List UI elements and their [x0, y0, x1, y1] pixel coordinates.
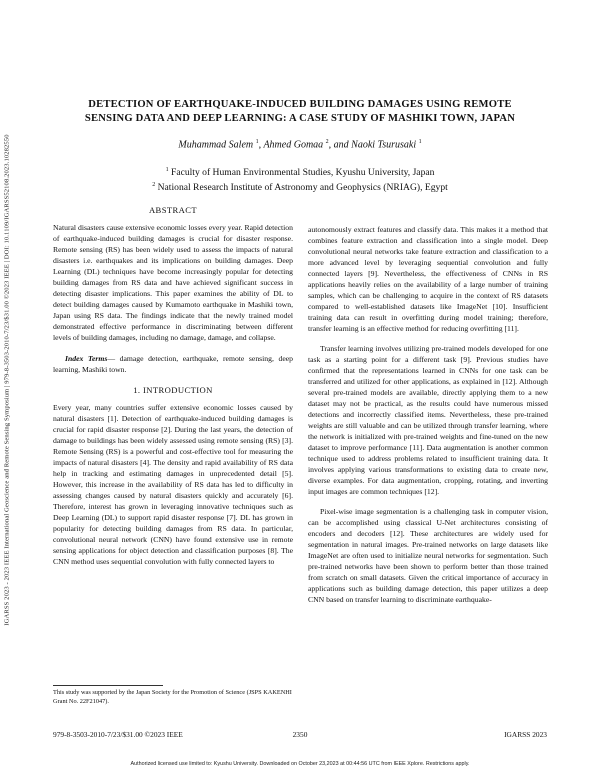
- index-terms: [53, 353, 293, 375]
- index-terms-text: — damage detection, earthquake, remote sensing, deep learning, Mashiki town.: [53, 354, 294, 374]
- author-separator: , and: [328, 139, 352, 151]
- download-notice: Authorized licensed use limited to: Kyushu University. Downloaded on October 23,2023 at 00:44:56 UTC from IEEE Xplore. Restrictions apply.: [130, 761, 470, 767]
- author-separator: ,: [258, 139, 264, 151]
- footnote: This study was supported by the Japan Society for the Promotion of Science (JSPS KAKENHI Grant No. 22F21047).: [53, 689, 292, 705]
- abstract-text: Natural disasters cause extensive economic losses every year. Rapid detection of earthquake-induced building damages is crucial for disaster response. Remote sensing (RS) has been widely used to assess the impacts of natural disasters i.e. earthquakes and its implications on building damages. Deep Learning (DL) techniques have become increasingly popular for detecting building damages from RS data and have achieved significant success in detecting disaster implications. This paper examines the ability of DL to detect building damages caused by Kumamoto earthquake in Mashiki town, Japan using RS data. The findings indicate that the newly trained model demonstrated effective performance in discriminating between different levels of building damages, including no damage, damage, and collapse.: [53, 223, 293, 342]
- left-column: [53, 205, 293, 567]
- author-list: [58, 139, 542, 150]
- footer-conference: IGARSS 2023: [504, 730, 547, 739]
- author-affil-mark: 2: [325, 139, 329, 145]
- author-name: Naoki Tsurusaki: [351, 139, 417, 151]
- author-name: Muhammad Salem: [178, 139, 254, 151]
- introduction-text: Every year, many countries suffer extensive economic losses caused by natural disasters [1]. Detection of earthquake-induced building damages is crucial for rapid disaster response [2]. During the last years, the detection of damage to buildings has been widely assessed using remote sensing (RS) [3]. Remote Sensing (RS) is a powerful and cost-effective tool for measuring the impacts of natural disasters [4]. The density and rapid availability of RS data help in tracking and estimating damages in unprecedented detail [5]. However, this increase in the availability of RS data has led to difficulty in assessing changes caused by natural disasters quickly and accurately [6]. Therefore, interest has grown in leveraging innovative techniques such as Deep Learning (DL) to support rapid disaster response [7]. DL has grown in popularity for detecting building damages from RS data. In particular, convolutional neural network (CNN) have found extensive use in remote sensing applications for object detection and classification purposes [8]. The CNN method uses sequential convolution with fully connected layers to: [53, 403, 293, 566]
- author-affil-mark: 1: [418, 139, 422, 145]
- affiliation-item: [58, 164, 542, 179]
- body-paragraph: Transfer learning involves utilizing pre-trained models developed for one task as a starting point for a different task [9]. Previous studies have confirmed that the representations learned in CNNs for one task can be transferred and utilized for other applications, as explained in [12]. Although several pre-trained models are available, directly applying them to a new dataset may not be practical, as the results could have numerous missed detections and incorrectly classified items. Nevertheless, these pre-trained weights are still valuable and can be utilized through transfer learning, where the network is initialized with pre-trained weights and fine-tuned on the new dataset to improve performance [11]. Data augmentation is another common technique used to address problems related to insufficient training data. It involves applying various transformations to existing data to create new, diverse examples. For data augmentation, cropping, rotating, and inverting input images are common techniques [12].: [308, 344, 548, 496]
- introduction-heading: 1. INTRODUCTION: [133, 385, 213, 395]
- affiliation-text: National Research Institute of Astronomy and Geophysics (NRIAG), Egypt: [157, 182, 448, 194]
- affiliation-mark: 1: [165, 167, 169, 173]
- body-paragraph: Pixel-wise image segmentation is a challenging task in computer vision, can be accomplished using classical U-Net architectures consisting of encoders and decoders [12]. These architectures are widely used for segmentation in natural images. Pre-trained networks on large datasets like ImageNet are often used to initialize neural networks for segmentation. Such pre-trained networks have been shown to perform better than those trained from scratch on small datasets. Given the critical importance of accuracy in applications such as building damage detection, this paper utilizes a deep CNN based on transfer learning to discriminate earthquake-: [308, 507, 548, 604]
- abstract-heading: ABSTRACT: [148, 205, 198, 215]
- footer-isbn: 979-8-3503-2010-7/23/$31.00 ©2023 IEEE: [53, 730, 183, 739]
- paper-title: [58, 98, 542, 126]
- title-line-2: SENSING DATA AND DEEP LEARNING: A CASE STUDY OF MASHIKI TOWN, JAPAN: [84, 113, 516, 124]
- affiliation-list: [58, 164, 542, 194]
- title-line-1: DETECTION OF EARTHQUAKE-INDUCED BUILDING DAMAGES USING REMOTE: [88, 99, 512, 110]
- affiliation-item: [58, 179, 542, 194]
- right-column: [308, 224, 548, 605]
- side-doi-strip: [1, 100, 13, 660]
- author-name: Ahmed Gomaa: [263, 139, 324, 151]
- index-terms-label: Index Terms: [65, 354, 108, 363]
- body-paragraph: autonomously extract features and classify data. This makes it a method that combines feature extraction and classification into a single model. Deep convolutional neural networks take feature extraction and classification to a more advanced level by leveraging sequential convolution and fully connected layers [9]. Nevertheless, the effectiveness of CNNs in RS applications heavily relies on the availability of a large number of training samples, which can be challenging to acquire in the context of RS datasets compared to well-established datasets like ImageNet [10]. Insufficient training data can result in overfitting during model training; therefore, transfer learning is an effective method for reducing overfitting [11].: [308, 225, 548, 333]
- author-affil-mark: 1: [255, 139, 259, 145]
- affiliation-mark: 2: [152, 182, 156, 189]
- affiliation-text: Faculty of Human Environmental Studies, Kyushu University, Japan: [170, 167, 435, 179]
- side-doi-text: IGARSS 2023 - 2023 IEEE International Geoscience and Remote Sensing Symposium | 979-8-3503-2010-7/23/$31.00 ©2023 IEEE | DOI: 10.1109/IGARSS52108.2023.10282550: [3, 134, 11, 626]
- page-number: 2350: [292, 730, 308, 739]
- footnote-divider: [53, 685, 163, 686]
